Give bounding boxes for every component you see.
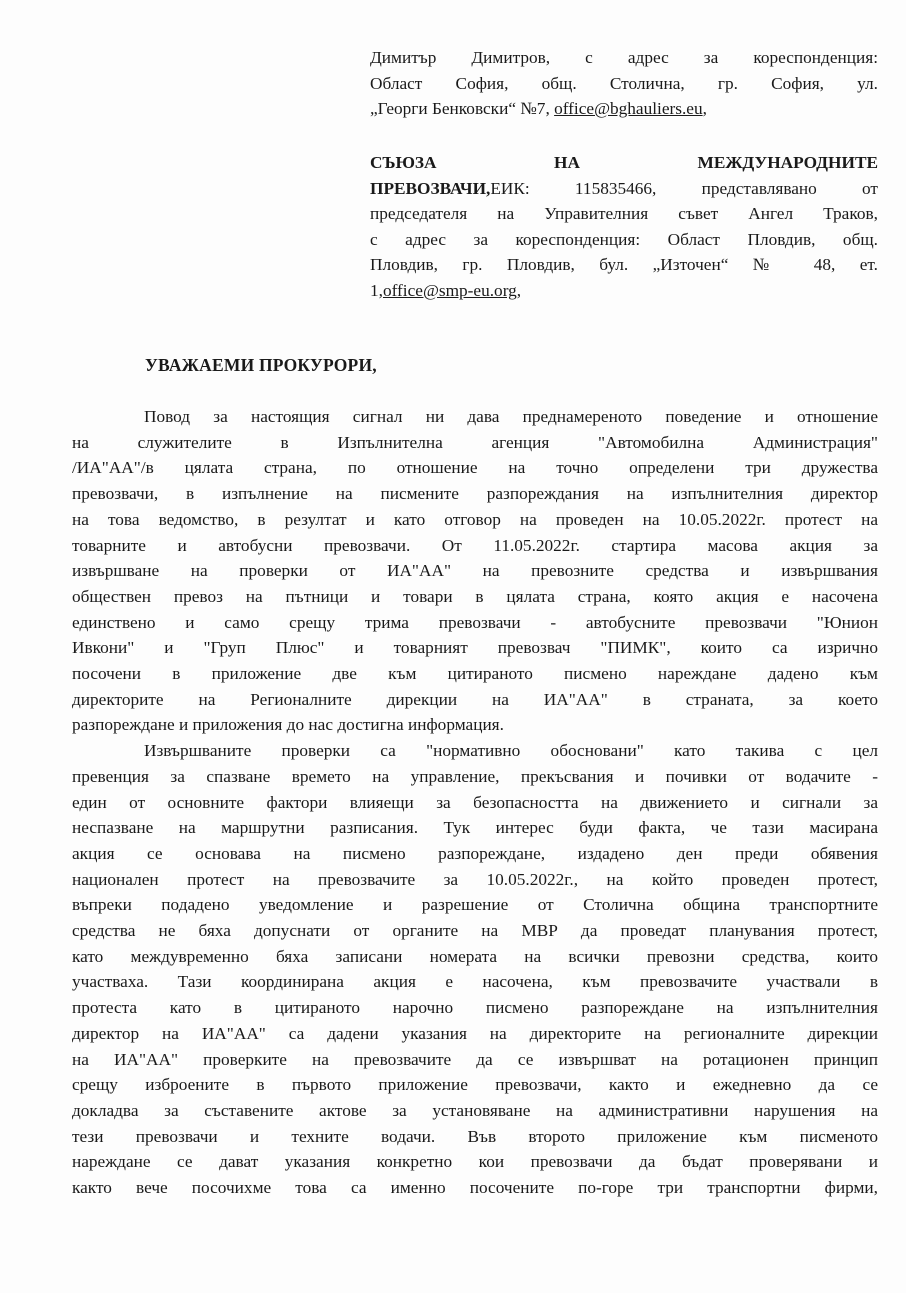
text-line: тези превозвачи и техните водачи. Във второто приложение към писменото bbox=[72, 1126, 878, 1146]
text-line: на това ведомство, в резултат и като отговор на проведен на 10.05.2022г. протест на bbox=[72, 509, 878, 529]
text-line: /ИА"АА"/в цялата страна, по отношение на точно определени три дружества bbox=[72, 458, 878, 478]
text-line: единствено и само срещу трима превозвачи - автобусните превозвачи "Юнион bbox=[72, 612, 878, 632]
sender1-line bbox=[370, 96, 878, 122]
sender-address-2 bbox=[370, 150, 878, 303]
paragraph-1 bbox=[72, 404, 878, 738]
text-line: обществен превоз на пътници и товари в цялата страна, която акция е насочена bbox=[72, 586, 878, 606]
text-line: директор на ИА"АА" са дадени указания на директорите на регионалните дирекции bbox=[72, 1023, 878, 1043]
text-line: Извършваните проверки са "нормативно обосновани" като такива с цел bbox=[144, 741, 878, 761]
salutation-heading: УВАЖАЕМИ ПРОКУРОРИ, bbox=[145, 355, 377, 375]
text-line: срещу изброените в първото приложение превозвачи, както и ежедневно да се bbox=[72, 1075, 878, 1095]
text-line: средства не бяха допуснати от органите на МВР да проведат планувания протест, bbox=[72, 921, 878, 941]
text-line: на служителите в Изпълнителна агенция "Автомобилна Администрация" bbox=[72, 432, 878, 452]
text-line: на ИА"АА" проверките на превозвачите да се извършват на ротационен принцип bbox=[72, 1049, 878, 1069]
sender-address-1 bbox=[370, 45, 878, 122]
sender2-name-line: СЪЮЗА НА МЕЖДУНАРОДНИТЕ bbox=[370, 153, 878, 172]
text-line: Ивкони" и "Груп Плюс" и товарният превозвач "ПИМК", които са изрично bbox=[72, 638, 878, 658]
sender1-street: „Георги Бенковски“ №7, bbox=[370, 99, 555, 118]
sender2-line bbox=[370, 278, 878, 304]
sender1-email-suffix: , bbox=[702, 99, 707, 118]
text-line: въпреки подадено уведомление и разрешение от Столична община транспортните bbox=[72, 895, 878, 915]
text-line: извършване на проверки от ИА"АА" на превозните средства и извършвания bbox=[72, 561, 878, 581]
text-line: Повод за настоящия сигнал ни дава преднамереното поведение и отношение bbox=[144, 407, 878, 426]
sender2-line: председателя на Управителния съвет Ангел Траков, bbox=[370, 204, 878, 223]
sender1-line: Димитър Димитров, с адрес за кореспонденция: bbox=[370, 48, 878, 67]
text-line: като междувременно бяха записани номерата на всички превозни средства, които bbox=[72, 946, 878, 966]
text-line: нареждане се дават указания конкретно кои превозвачи да бъдат проверявани и bbox=[72, 1152, 878, 1172]
text-line: товарните и автобусни превозвачи. От 11.05.2022г. стартира масова акция за bbox=[72, 535, 878, 555]
text-line: национален протест на превозвачите за 10.05.2022г., на който проведен протест, bbox=[72, 869, 878, 889]
sender2-email-suffix: , bbox=[516, 280, 522, 300]
letter-body bbox=[72, 404, 878, 1201]
text-line: акция се основава на писмено разпореждане, издадено ден преди обявения bbox=[72, 843, 878, 863]
sender2-eik: ЕИК: 115835466, представлявано от bbox=[490, 178, 878, 198]
sender2-line: с адрес за кореспонденция: Област Пловдив, общ. bbox=[370, 229, 878, 249]
text-line: разпореждане и приложения до нас достигна информация. bbox=[72, 715, 504, 735]
text-line: протеста като в цитираното нарочно писмено разпореждане на изпълнителния bbox=[72, 998, 878, 1018]
text-line: един от основните фактори влияещи за безопасността на движението и сигнали за bbox=[72, 792, 878, 812]
sender2-name-bold: ПРЕВОЗВАЧИ, bbox=[370, 178, 491, 198]
text-line: неспазване на маршрутни разписания. Тук интерес буди факта, че тази масирана bbox=[72, 818, 878, 838]
text-line: докладва за съставените актове за установяване на административни нарушения на bbox=[72, 1100, 878, 1120]
sender1-email-link[interactable]: office@bghauliers.eu bbox=[554, 99, 703, 118]
paragraph-2 bbox=[72, 738, 878, 1201]
text-line: участваха. Тази координирана акция е насочена, към превозвачите участвали в bbox=[72, 972, 878, 992]
sender1-line: Област София, общ. Столична, гр. София, ул. bbox=[370, 73, 878, 93]
text-line: както вече посочихме това са именно посочените по-горе три транспортни фирми, bbox=[72, 1178, 878, 1198]
text-line: превозвачи, в изпълнение на писмените разпореждания на изпълнителния директор bbox=[72, 484, 878, 504]
sender2-line: Пловдив, гр. Пловдив, бул. „Източен“ № 48, ет. bbox=[370, 255, 878, 274]
sender2-email-link[interactable]: office@smp-eu.org bbox=[382, 280, 517, 300]
sender2-floor: 1, bbox=[370, 280, 383, 300]
text-line: посочени в приложение две към цитираното писмено нареждане дадено към bbox=[72, 664, 878, 684]
sender2-name-line bbox=[370, 176, 878, 202]
text-line: директорите на Регионалните дирекции на ИА"АА" в страната, за което bbox=[72, 689, 878, 709]
text-line: превенция за спазване времето на управление, прекъсвания и почивки от водачите - bbox=[72, 766, 878, 786]
